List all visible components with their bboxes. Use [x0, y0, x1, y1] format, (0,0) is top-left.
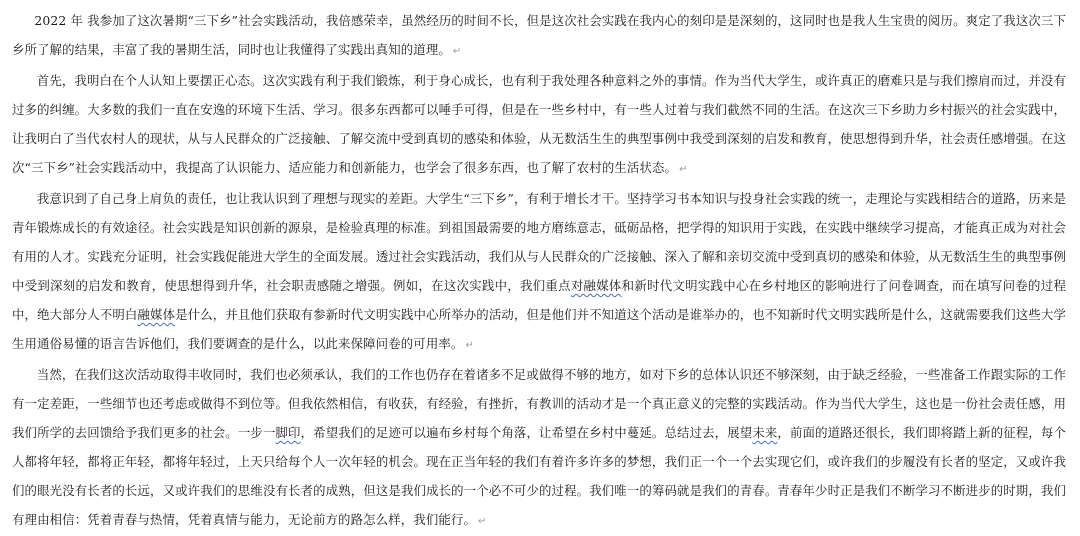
paragraph-text: 当然，在我们这次活动取得丰收同时，我们也必须承认，我们的工作也仍存在着诸多不足或做得不够的地方，如对下乡的总体认识还不够深刻，由于缺乏经验，一些准备工作跟实际的工作有一定差距，一些细节也还考虑或做得不到位等。但我依然相信，有收获，有经验，有挫折，有教训的活动才是一个真正意义的完整的实践活动。作为当代大学生，这也是一份社会责任感，用我们所学的去回馈给予我们更多的社会。一步一: [12, 367, 1066, 440]
paragraph-text: 首先，我明白在个人认知上要摆正心态。这次实践有利于我们锻炼，利于身心成长，也有利于我处理各种意料之外的事情。作为当代大学生，或许真正的磨难只是与我们擦肩而过，并没有过多的纠缠。大多数的我们一直在安逸的环境下生活、学习。很多东西都可以唾手可得，但是在一些乡村中，有一些人过着与我们截然不同的生活。在这次三下乡助力乡村振兴的社会实践中，让我明白了当代农村人的现状，从与人民群众的广泛接触、了解交流中受到真切的感染和体验，从无数活生生的典型事例中我受到深刻的启发和教育，使思想得到升华，社会责任感增强。在这次“三下乡”社会实践活动中，我提高了认识能力、适应能力和创新能力，也学会了很多东西，也了解了农村的生活状态。: [12, 73, 1066, 175]
paragraph-mark-icon: ↵: [452, 46, 462, 57]
paragraph-mark-icon: ↵: [679, 164, 688, 175]
paragraph[interactable]: [12, 6, 1066, 66]
paragraph[interactable]: [12, 184, 1066, 360]
paragraph-mark-icon: ↵: [478, 516, 487, 527]
paragraph[interactable]: [12, 66, 1066, 184]
paragraph-mark-icon: ↵: [465, 340, 474, 351]
paragraph-text: 2022 年 我参加了这次暑期“三下乡”社会实践活动，我倍感荣幸，虽然经历的时间不长，但是这次社会实践在我内心的刻印是是深刻的，这同时也是我人生宝贵的阅历。爽定了我这次三下乡所了解的结果，丰富了我的暑期生活，同时也让我懂得了实践出真知的道理。: [12, 13, 1066, 57]
paragraph-text: 和新时代文明实践中心在乡村地区的影响进行了问卷调查，而在填写问卷的过程中，绝大部分人不明白: [12, 278, 1066, 322]
spellcheck-flagged-text: 脚印: [275, 425, 301, 440]
document-body[interactable]: [12, 6, 1066, 536]
paragraph-text: ，前面的道路还很长，我们即将踏上新的征程，每个人都将年轻，都将正年轻，都将年轻过，上天只给每个人一次年轻的机会。现在正当年轻的我们有着许多许多的梦想，我们正一个一个去实现它们，或许我们的步履没有长者的坚定，又或许我们的眼光没有长者的长远，又或许我们的思维没有长者的成熟，但这是我们成长的一个必不可少的过程。我们唯一的筹码就是我们的青春。青春年少时正是我们不断学习不断进步的时期，我们有理由相信：凭着青春与热情，凭着真情与能力，无论前方的路怎么样，我们能行。: [12, 425, 1067, 527]
paragraph-text: 我意识到了自己身上肩负的责任，也让我认识到了理想与现实的差距。大学生“三下乡”，有利于增长才干。坚持学习书本知识与投身社会实践的统一，走理论与实践相结合的道路，历来是青年锻炼成长的有效途径。社会实践是知识创新的源泉，是检验真理的标准。到祖国最需要的地方磨练意志，砥砺品格，把学得的知识用于实践，在实践中继续学习提高，才能真正成为对社会有用的人才。实践充分证明，社会实践促能进大学生的全面发展。透过社会实践活动，我们从与人民群众的广泛接触、深入了解和亲切交流中受到真切的感染和体验，从无数活生生的典型事例中受到深刻的启发和教育，使思想得到升华，社会职责感随之增强。例如，在这次实践中，我们重点: [12, 191, 1066, 293]
spellcheck-flagged-text: 融媒体: [137, 307, 176, 322]
paragraph[interactable]: [12, 360, 1066, 536]
spellcheck-flagged-text: 对融媒体: [570, 278, 622, 293]
spellcheck-flagged-text: 未来: [752, 425, 778, 440]
paragraph-text: 是什么，并且他们获取有参新时代文明实践中心所举办的活动，但是他们并不知道这个活动是谁举办的，也不知新时代文明实践所是什么，这就需要我们这些大学生用通俗易懂的语言告诉他们，我们要调查的是什么，以此来保障问卷的可用率。: [12, 307, 1067, 351]
paragraph-text: ，希望我们的足迹可以遍布乡村每个角落，让希望在乡村中蔓延。总结过去，展望: [300, 425, 753, 440]
